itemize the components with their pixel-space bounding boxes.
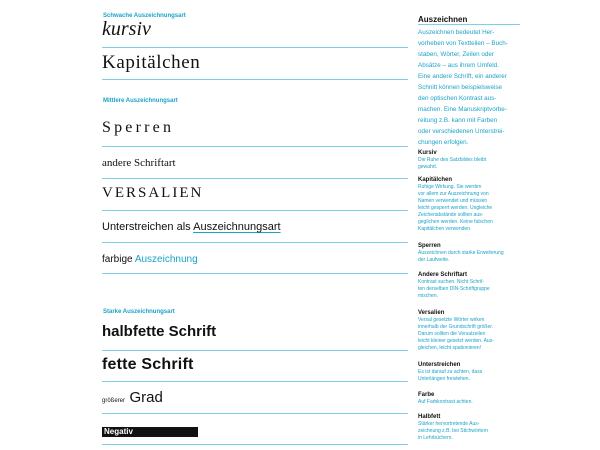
section-label-medium: Mittlere Auszeichnungsart — [103, 98, 178, 104]
intro-line: oder verschiedenen Unterstrei- — [418, 128, 505, 135]
example-sperren: Sperren — [102, 119, 175, 136]
divider — [418, 24, 520, 25]
farbige-prefix: farbige — [102, 254, 133, 265]
divider — [102, 242, 408, 243]
sidebar-line: zeichnung z.B. bei Stichwörtern — [418, 428, 489, 434]
sidebar-line: leicht gesperrt werden. Ungleiche — [418, 205, 493, 211]
sidebar-line: ten derselben DIN-Schriftgruppe — [418, 286, 490, 292]
example-kapitaelchen: Kapitälchen — [102, 52, 201, 73]
sidebar-item-title: Andere Schriftart — [418, 272, 468, 278]
sidebar-item-text — [418, 279, 518, 300]
intro-line: chungen erfolgen. — [418, 139, 469, 146]
divider — [102, 79, 408, 80]
sidebar-line: Darum sollten die Versalzeilen — [418, 331, 486, 337]
sidebar-item-title: Kursiv — [418, 150, 437, 156]
divider — [102, 178, 408, 179]
divider — [102, 47, 408, 48]
divider — [102, 146, 408, 147]
sidebar-line: mischen. — [418, 293, 439, 299]
example-andere-schriftart: andere Schriftart — [102, 157, 176, 169]
example-grad — [102, 389, 163, 407]
sidebar-intro — [418, 27, 522, 148]
sidebar-item-text — [418, 421, 518, 442]
sidebar-line: Auszeichnen durch starke Erweiterung — [418, 250, 504, 256]
sidebar-item-title: Sperren — [418, 243, 441, 249]
sidebar-line: leicht kleiner gesetzt werden. Aus- — [418, 338, 494, 344]
negativ-label: Negativ — [104, 427, 133, 436]
farbige-word: Auszeichnung — [134, 254, 198, 265]
divider — [102, 444, 408, 445]
sidebar-line: Unterlängen freistehen. — [418, 376, 470, 382]
sidebar-heading: Auszeichnen — [418, 15, 468, 24]
example-farbige — [102, 254, 198, 265]
intro-line: Eine andere Schrift, ein anderer — [418, 73, 507, 80]
sidebar-line: geglichen werden. Keine falschen — [418, 219, 493, 225]
unterstreichen-word: Auszeichnungsart — [193, 221, 281, 233]
sidebar-line: gewahrt. — [418, 164, 438, 170]
example-fett: fette Schrift — [102, 356, 194, 373]
sidebar-line: Ruhige Wirkung. Sie werden — [418, 184, 482, 190]
divider — [102, 273, 408, 274]
sidebar-item-text — [418, 399, 518, 406]
sidebar-line: Es ist darauf zu achten, dass — [418, 369, 483, 375]
example-unterstreichen — [102, 221, 281, 233]
grad-big: Grad — [129, 389, 163, 406]
divider — [102, 210, 408, 211]
sidebar-item-title: Kapitälchen — [418, 177, 453, 183]
sidebar-line: Namen verwendet und müssen — [418, 198, 488, 204]
sidebar-item-title: Unterstreichen — [418, 362, 461, 368]
negativ-box — [102, 427, 198, 437]
sidebar-line: innerhalb der Grundschrift größer. — [418, 324, 494, 330]
sidebar-item-text — [418, 157, 518, 171]
sidebar-line: Versal gesetzte Wörter wirken — [418, 317, 485, 323]
section-label-weak: Schwache Auszeichnungsart — [103, 13, 186, 19]
intro-line: Auszeichnen bedeutet Her- — [418, 29, 495, 36]
sidebar-item-title: Versalien — [418, 310, 445, 316]
divider — [102, 413, 408, 414]
sidebar-item-text — [418, 184, 518, 233]
sidebar-item-text — [418, 369, 518, 383]
divider — [102, 350, 408, 351]
intro-line: den optischen Kontrast aus- — [418, 95, 497, 102]
sidebar-line: Die Ruhe des Satzbildes bleibt — [418, 157, 487, 163]
sidebar-item-title: Farbe — [418, 392, 435, 398]
sidebar-line: Kontrast suchen. Nicht Schrif- — [418, 279, 485, 285]
sidebar-line: in Lehrbüchern. — [418, 435, 453, 441]
example-kursiv: kursiv — [102, 18, 151, 40]
grad-small: größerer — [102, 398, 126, 404]
sidebar-line: vor allem zur Auszeichnung von — [418, 191, 489, 197]
intro-line: vorheben von Textteilen – Buch- — [418, 40, 508, 47]
unterstreichen-prefix: Unterstreichen als — [102, 221, 191, 233]
sidebar-line: Auf Farbkontrast achten. — [418, 399, 473, 405]
sidebar-line: Kapitälchen verwenden. — [418, 226, 472, 232]
sidebar-line: der Laufweite. — [418, 257, 450, 263]
sidebar-item-title: Halbfett — [418, 414, 441, 420]
sidebar-line: Stärker hervortretende Aus- — [418, 421, 480, 427]
sidebar-item-text — [418, 317, 518, 352]
intro-line: Schnitt können beispielsweise — [418, 84, 503, 91]
intro-line: staben, Wörter, Zeilen oder — [418, 51, 494, 58]
intro-line: Absätze – aus ihrem Umfeld. — [418, 62, 499, 69]
sidebar-line: gleichen, leicht spationieren! — [418, 345, 482, 351]
sidebar-line: Zeichenabstände sollten aus- — [418, 212, 484, 218]
example-halbfett: halbfette Schrift — [102, 323, 217, 340]
example-versalien: VERSALIEN — [102, 185, 204, 201]
sidebar-item-text — [418, 250, 518, 264]
divider — [102, 381, 408, 382]
intro-line: reitung z.B. kann mit Farben — [418, 117, 498, 124]
section-label-strong: Starke Auszeichnungsart — [103, 309, 175, 315]
intro-line: machen. Eine Manuskriptvorbe- — [418, 106, 507, 113]
